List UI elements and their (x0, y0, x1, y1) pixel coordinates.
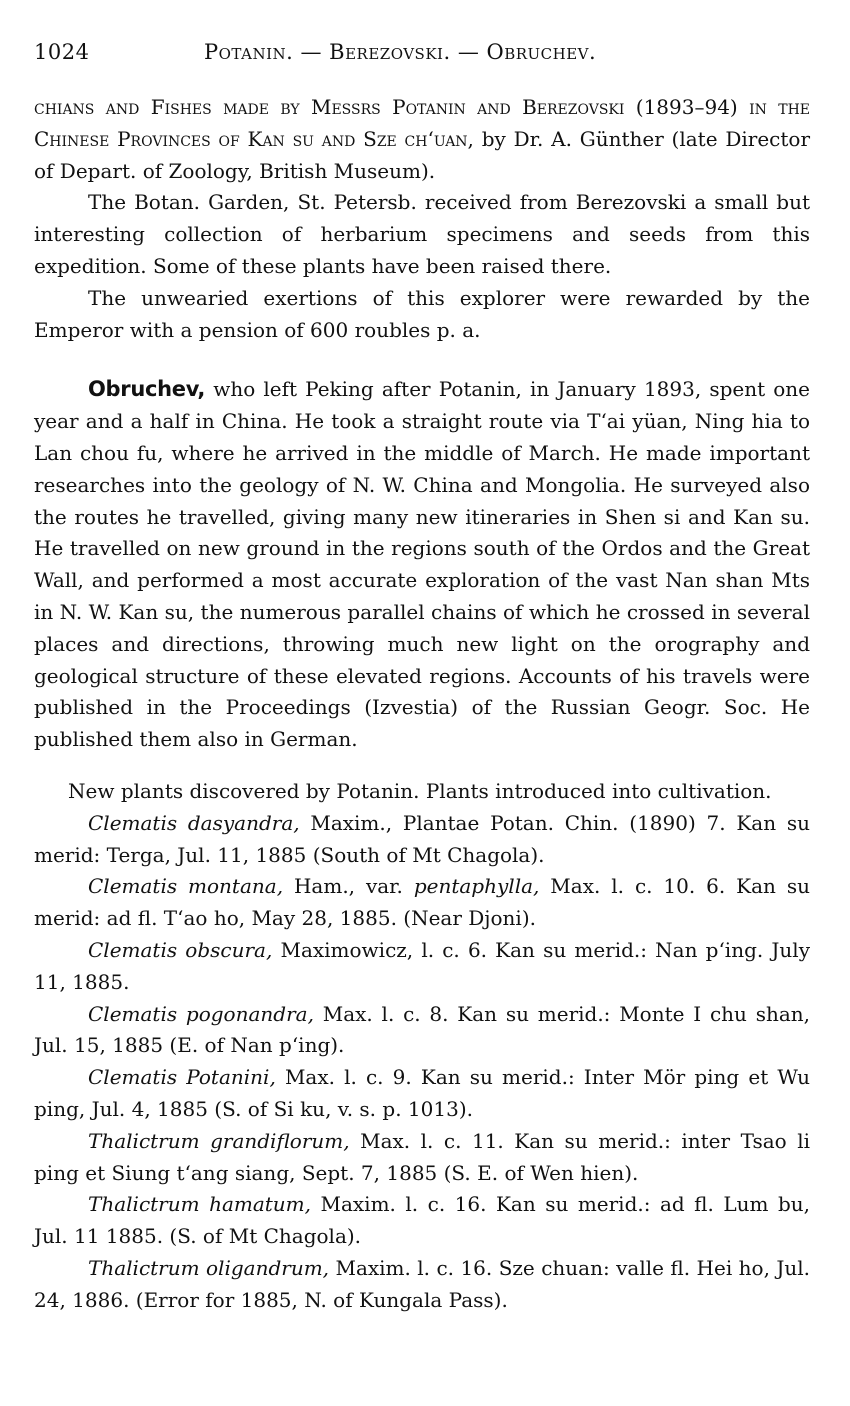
species-entry: Clematis obscura, Maximowicz, l. c. 6. Kan su merid.: Nan pʻing. July 11, 1885. (34, 937, 810, 994)
page-number: 1024 (34, 40, 90, 64)
section-heading: New plants discovered by Potanin. Plants introduced into cultivation. (68, 778, 772, 803)
intro-paragraph-3: The unwearied exertions of this explorer were rewarded by the Emperor with a pension of 600 roubles p. a. (34, 285, 810, 342)
species-entry: Clematis pogonandra, Max. l. c. 8. Kan su merid.: Monte I chu shan, Jul. 15, 1885 (E. of Nan pʻing). (34, 1001, 811, 1058)
species-entry: Clematis montana, Ham., var. pentaphylla, Max. l. c. 10. 6. Kan su merid: ad fl. Tʻao ho, May 28, 1885. (Near Djoni). (34, 874, 810, 931)
obruchev-paragraph (34, 374, 810, 756)
running-head: Potanin. — Berezovski. — Obruchev. (204, 40, 597, 64)
species-entry: Thalictrum grandiflorum, Max. l. c. 11. Kan su merid.: inter Tsao li ping et Siung tʻang siang, Sept. 7, 1885 (S. E. of Wen hien). (34, 1128, 810, 1185)
body-text (34, 92, 810, 1316)
species-entry: Thalictrum hamatum, Maxim. l. c. 16. Kan su merid.: ad fl. Lum bu, Jul. 11 1885. (S. of Mt Chagola). (34, 1192, 811, 1249)
obruchev-text: who left Peking after Potanin, in January 1893, spent one year and a half in China. He took a straight route via Tʻai yüan, Ning hia to Lan chou fu, where he arrived in the middle of March. He made important researches into the geology of N. W. China and Mongolia. He surveyed also the routes he travelled, giving many new itineraries in Shen si and Kan su. He travelled on new ground in the regions south of the Ordos and the Great Wall, and performed a most accurate exploration of the vast Nan shan Mts in N. W. Kan su, the numerous parallel chains of which he crossed in several places and directions, throwing much new light on the orography and geological structure of these elevated regions. Accounts of his travels were published in the Proceedings (Izvestia) of the Russian Geogr. Soc. He published them also in German. (34, 377, 810, 752)
species-entry: Thalictrum oligandrum, Maxim. l. c. 16. Sze chuan: valle fl. Hei ho, Jul. 24, 1886. (Error for 1885, N. of Kungala Pass). (34, 1255, 811, 1312)
species-entry: Clematis Potanini, Max. l. c. 9. Kan su merid.: Inter Mör ping et Wu ping, Jul. 4, 1885 (S. of Si ku, v. s. p. 1013). (34, 1065, 810, 1121)
page-header (34, 40, 814, 72)
species-entry: Clematis dasyandra, Maxim., Plantae Potan. Chin. (1890) 7. Kan su merid: Terga, Jul. 11, 1885 (South of Mt Chagola). (34, 810, 810, 867)
intro-paragraph-2: The Botan. Garden, St. Petersb. received from Berezovski a small but interesting collection of herbarium specimens and seeds from this expedition. Some of these plants have been raised there. (34, 190, 810, 278)
intro-paragraph-1: chians and Fishes made by Messrs Potanin and Berezovski (1893–94) in the Chinese Provinces of Kan su and Sze chʻuan, by Dr. A. Günther (late Director of Depart. of Zoology, British Museum). (34, 95, 811, 183)
obruchev-name: Obruchev, (88, 377, 206, 402)
